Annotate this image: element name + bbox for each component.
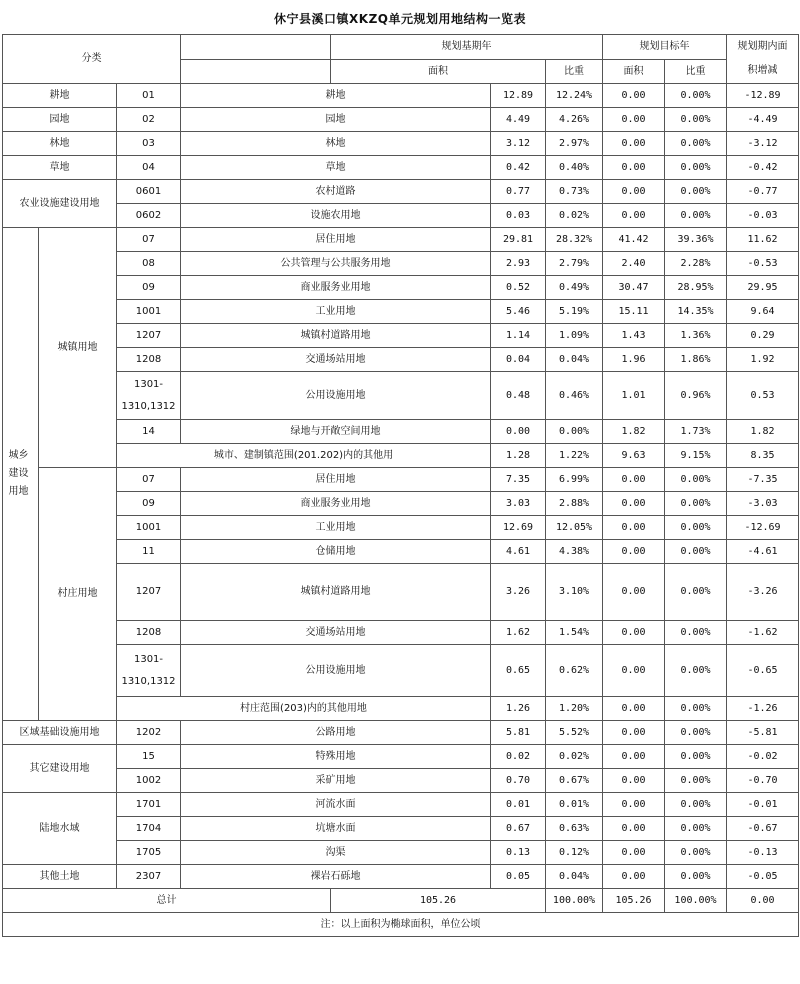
table-row — [3, 564, 799, 621]
header-spacer-2 — [181, 60, 331, 84]
base-ratio: 6.99% — [546, 468, 603, 492]
target-ratio: 0.00% — [665, 564, 727, 621]
base-ratio: 0.73% — [546, 180, 603, 204]
table-row — [3, 468, 799, 492]
land-type-label: 草地 — [181, 156, 491, 180]
land-type-label: 商业服务业用地 — [181, 276, 491, 300]
land-type-label: 裸岩石砾地 — [181, 865, 491, 889]
base-area: 3.03 — [491, 492, 546, 516]
area-change: -0.02 — [727, 745, 799, 769]
area-change: -0.70 — [727, 769, 799, 793]
table-row — [3, 324, 799, 348]
base-area: 0.03 — [491, 204, 546, 228]
target-area: 0.00 — [603, 769, 665, 793]
header-row — [3, 35, 799, 60]
target-area: 0.00 — [603, 84, 665, 108]
table-row — [3, 276, 799, 300]
land-code: 07 — [117, 468, 181, 492]
base-area: 0.65 — [491, 645, 546, 697]
target-ratio: 0.00% — [665, 621, 727, 645]
table-row — [3, 721, 799, 745]
land-code: 1705 — [117, 841, 181, 865]
area-change: -3.03 — [727, 492, 799, 516]
table-row — [3, 492, 799, 516]
target-area: 1.96 — [603, 348, 665, 372]
target-area: 9.63 — [603, 444, 665, 468]
area-change: -0.42 — [727, 156, 799, 180]
target-ratio: 0.00% — [665, 721, 727, 745]
base-ratio: 4.26% — [546, 108, 603, 132]
base-area: 0.52 — [491, 276, 546, 300]
target-area: 0.00 — [603, 721, 665, 745]
base-area: 0.04 — [491, 348, 546, 372]
base-ratio: 12.24% — [546, 84, 603, 108]
base-area: 0.01 — [491, 793, 546, 817]
area-change: -3.26 — [727, 564, 799, 621]
table-row — [3, 372, 799, 420]
table-row — [3, 540, 799, 564]
base-ratio: 0.12% — [546, 841, 603, 865]
table-row — [3, 645, 799, 697]
area-change: 11.62 — [727, 228, 799, 252]
table-row — [3, 621, 799, 645]
land-code: 08 — [117, 252, 181, 276]
category-name: 耕地 — [3, 84, 117, 108]
base-area: 0.00 — [491, 420, 546, 444]
target-area: 0.00 — [603, 817, 665, 841]
land-type-label: 公共管理与公共服务用地 — [181, 252, 491, 276]
base-ratio: 1.54% — [546, 621, 603, 645]
target-ratio: 0.00% — [665, 793, 727, 817]
land-type-label: 采矿用地 — [181, 769, 491, 793]
target-ratio: 1.86% — [665, 348, 727, 372]
base-ratio: 1.20% — [546, 697, 603, 721]
target-ratio: 0.00% — [665, 108, 727, 132]
land-code: 07 — [117, 228, 181, 252]
base-area: 1.62 — [491, 621, 546, 645]
area-change: -0.53 — [727, 252, 799, 276]
land-code-line1: 1301- — [133, 653, 164, 665]
area-change: -1.62 — [727, 621, 799, 645]
target-area: 0.00 — [603, 492, 665, 516]
table-row — [3, 180, 799, 204]
target-ratio: 39.36% — [665, 228, 727, 252]
land-type-label: 耕地 — [181, 84, 491, 108]
area-change: 8.35 — [727, 444, 799, 468]
base-area: 5.81 — [491, 721, 546, 745]
base-area: 0.13 — [491, 841, 546, 865]
target-ratio: 0.00% — [665, 745, 727, 769]
total-target-area: 105.26 — [603, 889, 665, 913]
area-change: -12.89 — [727, 84, 799, 108]
category-name: 其他土地 — [3, 865, 117, 889]
land-code: 04 — [117, 156, 181, 180]
base-area: 0.67 — [491, 817, 546, 841]
land-type-label: 公用设施用地 — [181, 372, 491, 420]
land-code-line2: 1310,1312 — [121, 675, 176, 687]
land-code: 1207 — [117, 324, 181, 348]
target-ratio: 2.28% — [665, 252, 727, 276]
area-change: -3.12 — [727, 132, 799, 156]
target-area: 0.00 — [603, 745, 665, 769]
land-code: 2307 — [117, 865, 181, 889]
table-row — [3, 793, 799, 817]
base-area: 4.49 — [491, 108, 546, 132]
total-target-ratio: 100.00% — [665, 889, 727, 913]
base-ratio: 3.10% — [546, 564, 603, 621]
land-code: 1001 — [117, 516, 181, 540]
base-ratio: 5.19% — [546, 300, 603, 324]
table-row — [3, 516, 799, 540]
table-title: 休宁县溪口镇XKZQ单元规划用地结构一览表 — [274, 12, 526, 26]
target-area: 0.00 — [603, 793, 665, 817]
land-code: 11 — [117, 540, 181, 564]
category-name: 草地 — [3, 156, 117, 180]
land-code: 09 — [117, 276, 181, 300]
table-row — [3, 697, 799, 721]
target-ratio: 0.00% — [665, 645, 727, 697]
land-type-label: 城市、建制镇范围(201.202)内的其他用 — [117, 444, 491, 468]
table-row — [3, 108, 799, 132]
land-type-label: 公路用地 — [181, 721, 491, 745]
category-name: 园地 — [3, 108, 117, 132]
target-ratio: 0.00% — [665, 468, 727, 492]
base-area: 0.05 — [491, 865, 546, 889]
target-area: 15.11 — [603, 300, 665, 324]
land-type-label: 绿地与开敞空间用地 — [181, 420, 491, 444]
area-change: 9.64 — [727, 300, 799, 324]
land-code: 1208 — [117, 348, 181, 372]
land-code: 1208 — [117, 621, 181, 645]
header-spacer — [181, 35, 331, 60]
land-type-label: 设施农用地 — [181, 204, 491, 228]
land-code-line2: 1310,1312 — [121, 400, 176, 412]
target-area: 0.00 — [603, 468, 665, 492]
category-name: 林地 — [3, 132, 117, 156]
land-type-label: 农村道路 — [181, 180, 491, 204]
land-use-table — [2, 34, 799, 937]
total-row — [3, 889, 799, 913]
header-change-2: 积增减 — [727, 60, 799, 84]
table-row — [3, 84, 799, 108]
target-ratio: 9.15% — [665, 444, 727, 468]
target-area: 0.00 — [603, 841, 665, 865]
land-type-label: 工业用地 — [181, 300, 491, 324]
base-ratio: 5.52% — [546, 721, 603, 745]
land-type-label: 工业用地 — [181, 516, 491, 540]
table-row — [3, 444, 799, 468]
base-ratio: 0.62% — [546, 645, 603, 697]
area-change: -0.77 — [727, 180, 799, 204]
land-code: 0602 — [117, 204, 181, 228]
group-agri: 农业设施建设用地 — [3, 180, 117, 228]
target-ratio: 0.00% — [665, 697, 727, 721]
land-type-label: 交通场站用地 — [181, 621, 491, 645]
group-regional: 区域基础设施用地 — [3, 721, 117, 745]
group-urban-rural-label: 城乡建设用地 — [8, 450, 29, 497]
area-change: -4.49 — [727, 108, 799, 132]
area-change: 0.29 — [727, 324, 799, 348]
target-ratio: 1.73% — [665, 420, 727, 444]
table-row — [3, 769, 799, 793]
table-row — [3, 348, 799, 372]
base-area: 0.02 — [491, 745, 546, 769]
total-base-ratio: 100.00% — [546, 889, 603, 913]
base-area: 4.61 — [491, 540, 546, 564]
land-code: 03 — [117, 132, 181, 156]
group-water: 陆地水域 — [3, 793, 117, 865]
target-area: 0.00 — [603, 697, 665, 721]
table-row — [3, 228, 799, 252]
target-area: 41.42 — [603, 228, 665, 252]
land-code-line1: 1301- — [133, 378, 164, 390]
base-area: 3.12 — [491, 132, 546, 156]
base-area: 0.70 — [491, 769, 546, 793]
base-area: 3.26 — [491, 564, 546, 621]
land-code: 0601 — [117, 180, 181, 204]
base-area: 1.26 — [491, 697, 546, 721]
target-ratio: 0.00% — [665, 516, 727, 540]
land-code: 1002 — [117, 769, 181, 793]
land-code: 1704 — [117, 817, 181, 841]
total-label: 总计 — [3, 889, 331, 913]
total-base-area: 105.26 — [331, 889, 546, 913]
area-change: 0.53 — [727, 372, 799, 420]
base-ratio: 28.32% — [546, 228, 603, 252]
area-change: -4.61 — [727, 540, 799, 564]
group-village: 村庄用地 — [39, 468, 117, 721]
target-area: 0.00 — [603, 645, 665, 697]
target-ratio: 14.35% — [665, 300, 727, 324]
target-area: 0.00 — [603, 204, 665, 228]
area-change: -5.81 — [727, 721, 799, 745]
base-ratio: 0.46% — [546, 372, 603, 420]
base-area: 0.48 — [491, 372, 546, 420]
header-base-ratio: 比重 — [546, 60, 603, 84]
area-change: -0.65 — [727, 645, 799, 697]
area-change: -0.05 — [727, 865, 799, 889]
target-area: 0.00 — [603, 540, 665, 564]
base-area: 29.81 — [491, 228, 546, 252]
header-base-area: 面积 — [331, 60, 546, 84]
base-ratio: 0.01% — [546, 793, 603, 817]
base-ratio: 0.00% — [546, 420, 603, 444]
land-type-label: 林地 — [181, 132, 491, 156]
target-ratio: 0.00% — [665, 84, 727, 108]
land-code: 14 — [117, 420, 181, 444]
table-row — [3, 204, 799, 228]
header-target-year: 规划目标年 — [603, 35, 727, 60]
area-change: -0.13 — [727, 841, 799, 865]
land-code — [117, 645, 181, 697]
table-row — [3, 865, 799, 889]
target-area: 0.00 — [603, 156, 665, 180]
land-type-label: 仓储用地 — [181, 540, 491, 564]
base-area: 12.89 — [491, 84, 546, 108]
table-row — [3, 817, 799, 841]
table-row — [3, 420, 799, 444]
header-base-year: 规划基期年 — [331, 35, 603, 60]
base-ratio: 2.88% — [546, 492, 603, 516]
land-type-label: 城镇村道路用地 — [181, 564, 491, 621]
target-area: 0.00 — [603, 516, 665, 540]
base-area: 2.93 — [491, 252, 546, 276]
target-ratio: 0.00% — [665, 204, 727, 228]
land-type-label: 公用设施用地 — [181, 645, 491, 697]
table-note: 注：以上面积为椭球面积，单位公顷 — [3, 913, 799, 937]
target-area: 0.00 — [603, 865, 665, 889]
base-ratio: 2.97% — [546, 132, 603, 156]
target-ratio: 0.00% — [665, 865, 727, 889]
target-ratio: 0.00% — [665, 817, 727, 841]
target-area: 30.47 — [603, 276, 665, 300]
target-ratio: 1.36% — [665, 324, 727, 348]
group-urban-rural — [3, 228, 39, 721]
note-row — [3, 913, 799, 937]
base-ratio: 0.02% — [546, 745, 603, 769]
target-ratio: 0.96% — [665, 372, 727, 420]
base-ratio: 0.04% — [546, 865, 603, 889]
base-ratio: 0.67% — [546, 769, 603, 793]
base-area: 1.14 — [491, 324, 546, 348]
target-area: 1.82 — [603, 420, 665, 444]
target-area: 0.00 — [603, 132, 665, 156]
base-ratio: 1.09% — [546, 324, 603, 348]
area-change: -0.03 — [727, 204, 799, 228]
land-type-label: 坑塘水面 — [181, 817, 491, 841]
land-code: 1207 — [117, 564, 181, 621]
target-area: 0.00 — [603, 180, 665, 204]
land-code: 15 — [117, 745, 181, 769]
base-ratio: 1.22% — [546, 444, 603, 468]
land-code: 09 — [117, 492, 181, 516]
land-code — [117, 372, 181, 420]
header-change-1: 规划期内面 — [727, 35, 799, 60]
table-row — [3, 745, 799, 769]
target-area: 1.01 — [603, 372, 665, 420]
table-body — [3, 35, 799, 937]
land-type-label: 商业服务业用地 — [181, 492, 491, 516]
base-area: 0.77 — [491, 180, 546, 204]
table-row — [3, 841, 799, 865]
target-area: 1.43 — [603, 324, 665, 348]
target-area: 0.00 — [603, 108, 665, 132]
base-ratio: 2.79% — [546, 252, 603, 276]
land-type-label: 居住用地 — [181, 468, 491, 492]
land-code: 1202 — [117, 721, 181, 745]
target-ratio: 28.95% — [665, 276, 727, 300]
area-change: -7.35 — [727, 468, 799, 492]
target-ratio: 0.00% — [665, 132, 727, 156]
land-type-label: 河流水面 — [181, 793, 491, 817]
total-change: 0.00 — [727, 889, 799, 913]
base-ratio: 0.40% — [546, 156, 603, 180]
base-area: 1.28 — [491, 444, 546, 468]
target-ratio: 0.00% — [665, 769, 727, 793]
target-ratio: 0.00% — [665, 156, 727, 180]
area-change: -1.26 — [727, 697, 799, 721]
target-ratio: 0.00% — [665, 492, 727, 516]
land-code: 1701 — [117, 793, 181, 817]
land-type-label: 沟渠 — [181, 841, 491, 865]
land-type-label: 交通场站用地 — [181, 348, 491, 372]
area-change: 1.82 — [727, 420, 799, 444]
base-ratio: 0.49% — [546, 276, 603, 300]
base-area: 7.35 — [491, 468, 546, 492]
land-code: 1001 — [117, 300, 181, 324]
land-type-label: 特殊用地 — [181, 745, 491, 769]
target-ratio: 0.00% — [665, 841, 727, 865]
base-ratio: 0.02% — [546, 204, 603, 228]
table-row — [3, 156, 799, 180]
area-change: 1.92 — [727, 348, 799, 372]
base-area: 5.46 — [491, 300, 546, 324]
area-change: -12.69 — [727, 516, 799, 540]
target-area: 2.40 — [603, 252, 665, 276]
table-row — [3, 132, 799, 156]
table-row — [3, 300, 799, 324]
table-row — [3, 252, 799, 276]
target-area: 0.00 — [603, 621, 665, 645]
base-ratio: 0.04% — [546, 348, 603, 372]
land-code: 02 — [117, 108, 181, 132]
area-change: -0.01 — [727, 793, 799, 817]
target-ratio: 0.00% — [665, 540, 727, 564]
target-area: 0.00 — [603, 564, 665, 621]
base-area: 0.42 — [491, 156, 546, 180]
header-category: 分类 — [3, 35, 181, 84]
land-code: 01 — [117, 84, 181, 108]
land-type-label: 城镇村道路用地 — [181, 324, 491, 348]
header-target-ratio: 比重 — [665, 60, 727, 84]
base-ratio: 12.05% — [546, 516, 603, 540]
area-change: -0.67 — [727, 817, 799, 841]
area-change: 29.95 — [727, 276, 799, 300]
base-ratio: 0.63% — [546, 817, 603, 841]
group-other-construction: 其它建设用地 — [3, 745, 117, 793]
land-type-label: 园地 — [181, 108, 491, 132]
base-area: 12.69 — [491, 516, 546, 540]
header-target-area: 面积 — [603, 60, 665, 84]
base-ratio: 4.38% — [546, 540, 603, 564]
group-urban: 城镇用地 — [39, 228, 117, 468]
land-type-label: 居住用地 — [181, 228, 491, 252]
target-ratio: 0.00% — [665, 180, 727, 204]
land-type-label: 村庄范围(203)内的其他用地 — [117, 697, 491, 721]
